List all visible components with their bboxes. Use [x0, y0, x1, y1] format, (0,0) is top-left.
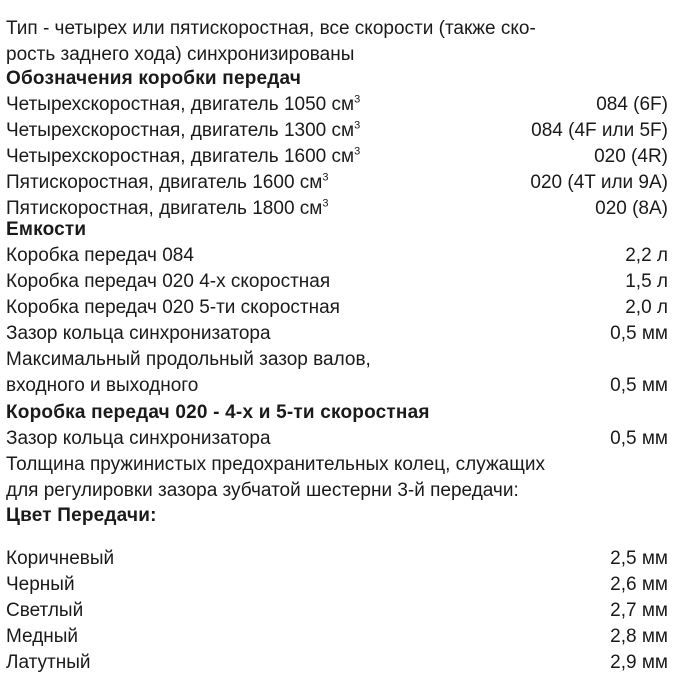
- designation-label: Пятискоростная, двигатель 1800 $см^3$: [6, 197, 329, 219]
- colors-heading: Цвет Передачи:: [6, 505, 157, 526]
- designation-value: 084 (4F или 5F): [531, 120, 668, 141]
- color-value: 2,6 мм: [610, 574, 668, 595]
- intro-line-2: рость заднего хода) синхронизированы: [6, 44, 355, 65]
- capacity-row: [6, 245, 668, 267]
- capacity-label: Коробка передач 020 5-ти скоростная: [6, 297, 340, 318]
- color-value: 2,8 мм: [610, 626, 668, 647]
- designations-heading: Обозначения коробки передач: [6, 68, 302, 89]
- designation-row: [6, 172, 668, 194]
- designation-row: [6, 198, 668, 220]
- shaft-clearance-label-1: Максимальный продольный зазор валов,: [6, 349, 371, 370]
- color-row: [6, 548, 668, 570]
- color-row: [6, 652, 668, 674]
- capacity-value: 2,0 л: [625, 297, 668, 318]
- color-label: Светлый: [6, 600, 84, 621]
- ring-thickness-text-1: Толщина пружинистых предохранительных колец, служащих: [6, 454, 545, 475]
- color-value: 2,9 мм: [610, 652, 668, 673]
- designation-value: 020 (4R): [594, 146, 668, 167]
- shaft-clearance-row: [6, 375, 668, 397]
- color-label: Коричневый: [6, 548, 115, 569]
- capacity-value: 2,2 л: [625, 245, 668, 266]
- color-row: [6, 626, 668, 648]
- designation-label: Четырехскоростная, двигатель 1300 $см^3$: [6, 119, 361, 141]
- designation-value: 084 (6F): [596, 94, 668, 115]
- capacities-heading: Емкости: [6, 219, 87, 240]
- designation-value: 020 (8A): [595, 198, 668, 219]
- shaft-clearance-label-2: входного и выходного: [6, 375, 199, 396]
- color-label: Латутный: [6, 652, 91, 673]
- designation-row: [6, 94, 668, 116]
- capacity-row: [6, 323, 668, 345]
- capacity-label: Коробка передач 020 4-х скоростная: [6, 271, 331, 292]
- sync-ring-row: [6, 428, 668, 450]
- color-row: [6, 574, 668, 596]
- cropped-heading-remnant: [300, 0, 490, 10]
- designation-value: 020 (4T или 9A): [530, 172, 668, 193]
- capacity-label: Зазор кольца синхронизатора: [6, 323, 271, 344]
- capacity-value: 1,5 л: [625, 271, 668, 292]
- gearbox-020-heading: Коробка передач 020 - 4-х и 5-ти скоростная: [6, 402, 430, 423]
- sync-ring-value: 0,5 мм: [610, 428, 668, 449]
- color-label: Черный: [6, 574, 75, 595]
- capacity-label: Коробка передач 084: [6, 245, 194, 266]
- sync-ring-label: Зазор кольца синхронизатора: [6, 428, 271, 449]
- color-value: 2,7 мм: [610, 600, 668, 621]
- shaft-clearance-value: 0,5 мм: [610, 375, 668, 396]
- color-row: [6, 600, 668, 622]
- color-label: Медный: [6, 626, 79, 647]
- intro-line-1: Тип - четырех или пятискоростная, все скорости (также ско-: [6, 18, 536, 39]
- color-value: 2,5 мм: [610, 548, 668, 569]
- designation-label: Пятискоростная, двигатель 1600 $см^3$: [6, 171, 329, 193]
- ring-thickness-text-2: для регулировки зазора зубчатой шестерни 3-й передачи:: [6, 480, 519, 501]
- designation-label: Четырехскоростная, двигатель 1600 $см^3$: [6, 145, 361, 167]
- designation-row: [6, 146, 668, 168]
- capacity-row: [6, 297, 668, 319]
- designation-row: [6, 120, 668, 142]
- capacity-row: [6, 271, 668, 293]
- designation-label: Четырехскоростная, двигатель 1050 $см^3$: [6, 93, 361, 115]
- capacity-value: 0,5 мм: [610, 323, 668, 344]
